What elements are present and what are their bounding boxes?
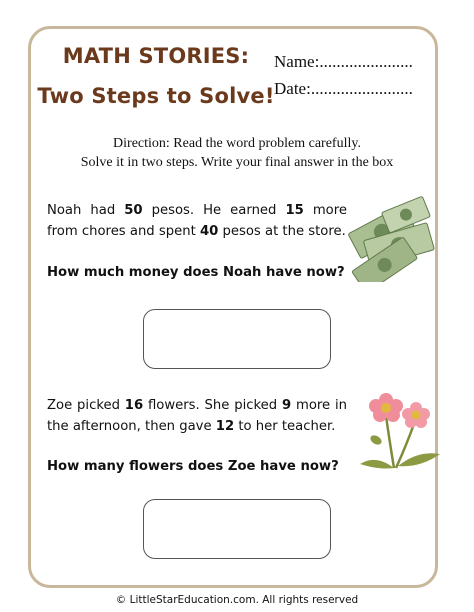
story-number: 16 bbox=[124, 398, 144, 413]
story-number: 15 bbox=[285, 203, 304, 218]
date-field[interactable]: Date:........................ bbox=[274, 79, 413, 98]
problem2-answer-box[interactable] bbox=[143, 499, 331, 559]
story-number: 9 bbox=[281, 398, 292, 413]
story-text: pesos. He earned bbox=[142, 203, 286, 218]
problem2-question: How many flowers does Zoe have now? bbox=[47, 459, 339, 474]
problem1-answer-box[interactable] bbox=[143, 309, 331, 369]
flower-icon bbox=[356, 384, 444, 474]
story-text: Noah had bbox=[47, 203, 125, 218]
story-text: more in the afternoon, then gave bbox=[47, 398, 347, 434]
problem2-story bbox=[47, 395, 347, 437]
problem1-story bbox=[47, 200, 347, 242]
story-number: 40 bbox=[199, 224, 219, 239]
story-text: flowers. She picked bbox=[143, 398, 282, 413]
directions bbox=[40, 134, 434, 172]
story-text: pesos at the store. bbox=[218, 224, 346, 239]
worksheet-title-line1: MATH STORIES: bbox=[62, 44, 250, 68]
money-icon bbox=[346, 196, 436, 282]
direction-line1: Direction: Read the word problem carefully. bbox=[113, 136, 361, 151]
story-number: 12 bbox=[215, 419, 235, 434]
problem1-question: How much money does Noah have now? bbox=[47, 265, 345, 280]
story-text: Zoe picked bbox=[47, 398, 125, 413]
worksheet-title-line2: Two Steps to Solve! bbox=[37, 84, 275, 108]
copyright-footer: © LittleStarEducation.com. All rights reserved bbox=[115, 594, 359, 606]
name-field[interactable]: Name:...................... bbox=[274, 52, 413, 71]
story-text: to her teacher. bbox=[234, 419, 336, 434]
story-text: more from chores and spent bbox=[47, 203, 347, 239]
story-number: 50 bbox=[124, 203, 143, 218]
direction-line2: Solve it in two steps. Write your final answer in the box bbox=[80, 155, 394, 170]
